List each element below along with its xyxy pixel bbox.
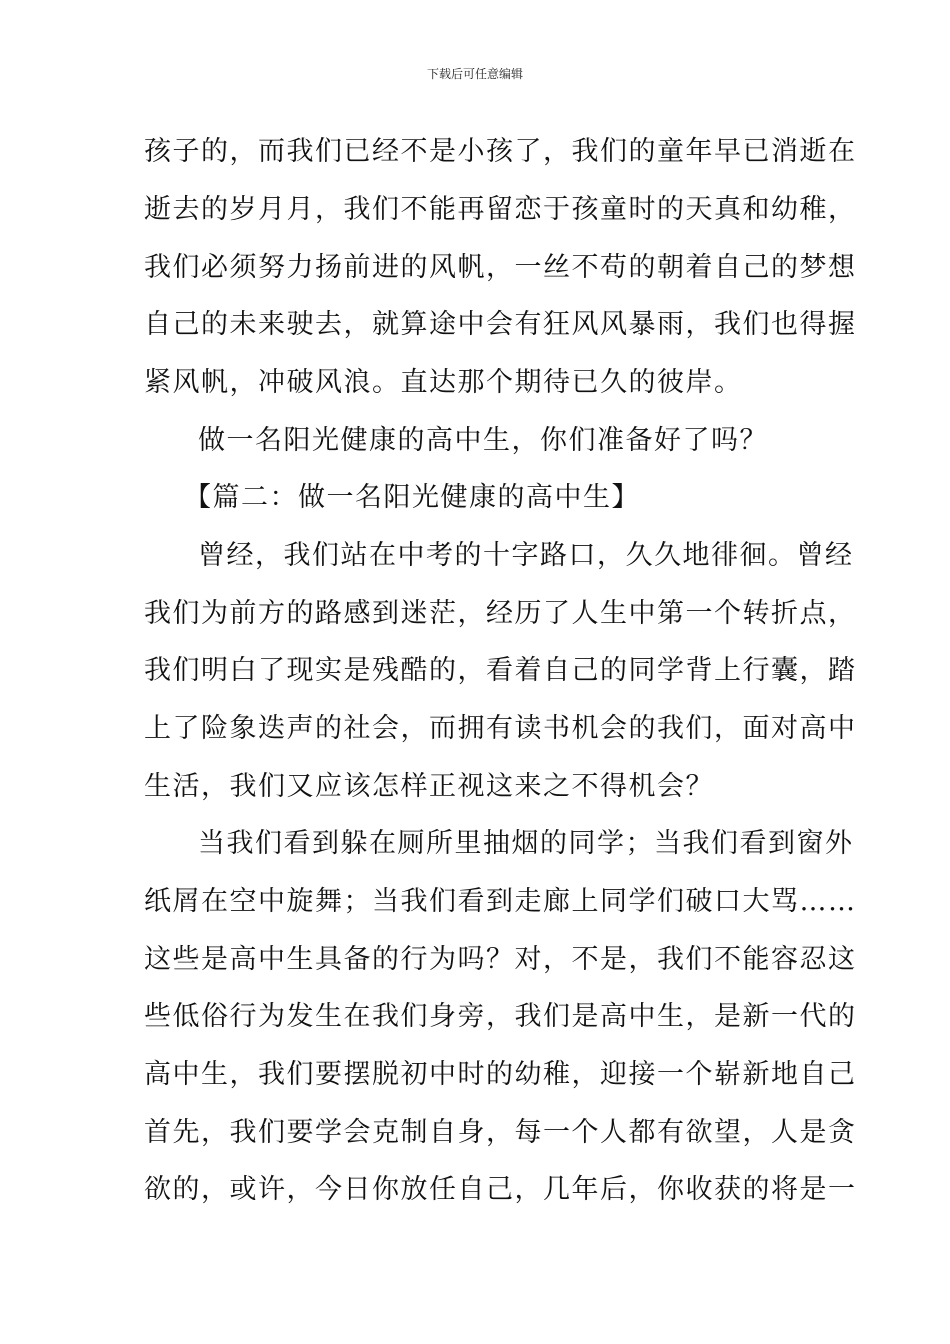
text-line: 些低俗行为发生在我们身旁，我们是高中生，是新一代的	[144, 1001, 857, 1032]
text-line: 自己的未来驶去，就算途中会有狂风风暴雨，我们也得握	[144, 309, 857, 340]
text-line: 高中生，我们要摆脱初中时的幼稚，迎接一个崭新地自己	[144, 1059, 857, 1090]
text-line: 欲的，或许，今日你放任自己，几年后，你收获的将是一	[144, 1174, 857, 1205]
text-line: 当我们看到躲在厕所里抽烟的同学；当我们看到窗外	[198, 828, 854, 859]
page-header-note: 下载后可任意编辑	[426, 67, 523, 81]
text-line: 这些是高中生具备的行为吗？对，不是，我们不能容忍这	[144, 944, 857, 975]
text-line: 我们为前方的路感到迷茫，经历了人生中第一个转折点，	[144, 598, 857, 629]
text-line: 我们明白了现实是残酷的，看着自己的同学背上行囊，踏	[144, 655, 857, 686]
text-line: 曾经，我们站在中考的十字路口，久久地徘徊。曾经	[198, 540, 854, 571]
text-line: 孩子的，而我们已经不是小孩了，我们的童年早已消逝在	[144, 136, 857, 167]
section-heading: 【篇二：做一名阳光健康的高中生】	[184, 482, 640, 513]
text-line: 生活，我们又应该怎样正视这来之不得机会？	[144, 771, 714, 802]
text-line: 紧风帆，冲破风浪。直达那个期待已久的彼岸。	[144, 367, 743, 398]
text-line: 上了险象迭声的社会，而拥有读书机会的我们，面对高中	[144, 713, 857, 744]
text-line: 我们必须努力扬前进的风帆，一丝不苟的朝着自己的梦想	[144, 252, 857, 283]
text-line: 纸屑在空中旋舞；当我们看到走廊上同学们破口大骂……	[144, 886, 857, 917]
text-line: 逝去的岁月月，我们不能再留恋于孩童时的天真和幼稚，	[144, 194, 857, 225]
text-line: 首先，我们要学会克制自身，每一个人都有欲望，人是贪	[144, 1117, 857, 1148]
text-line: 做一名阳光健康的高中生，你们准备好了吗？	[198, 425, 768, 456]
